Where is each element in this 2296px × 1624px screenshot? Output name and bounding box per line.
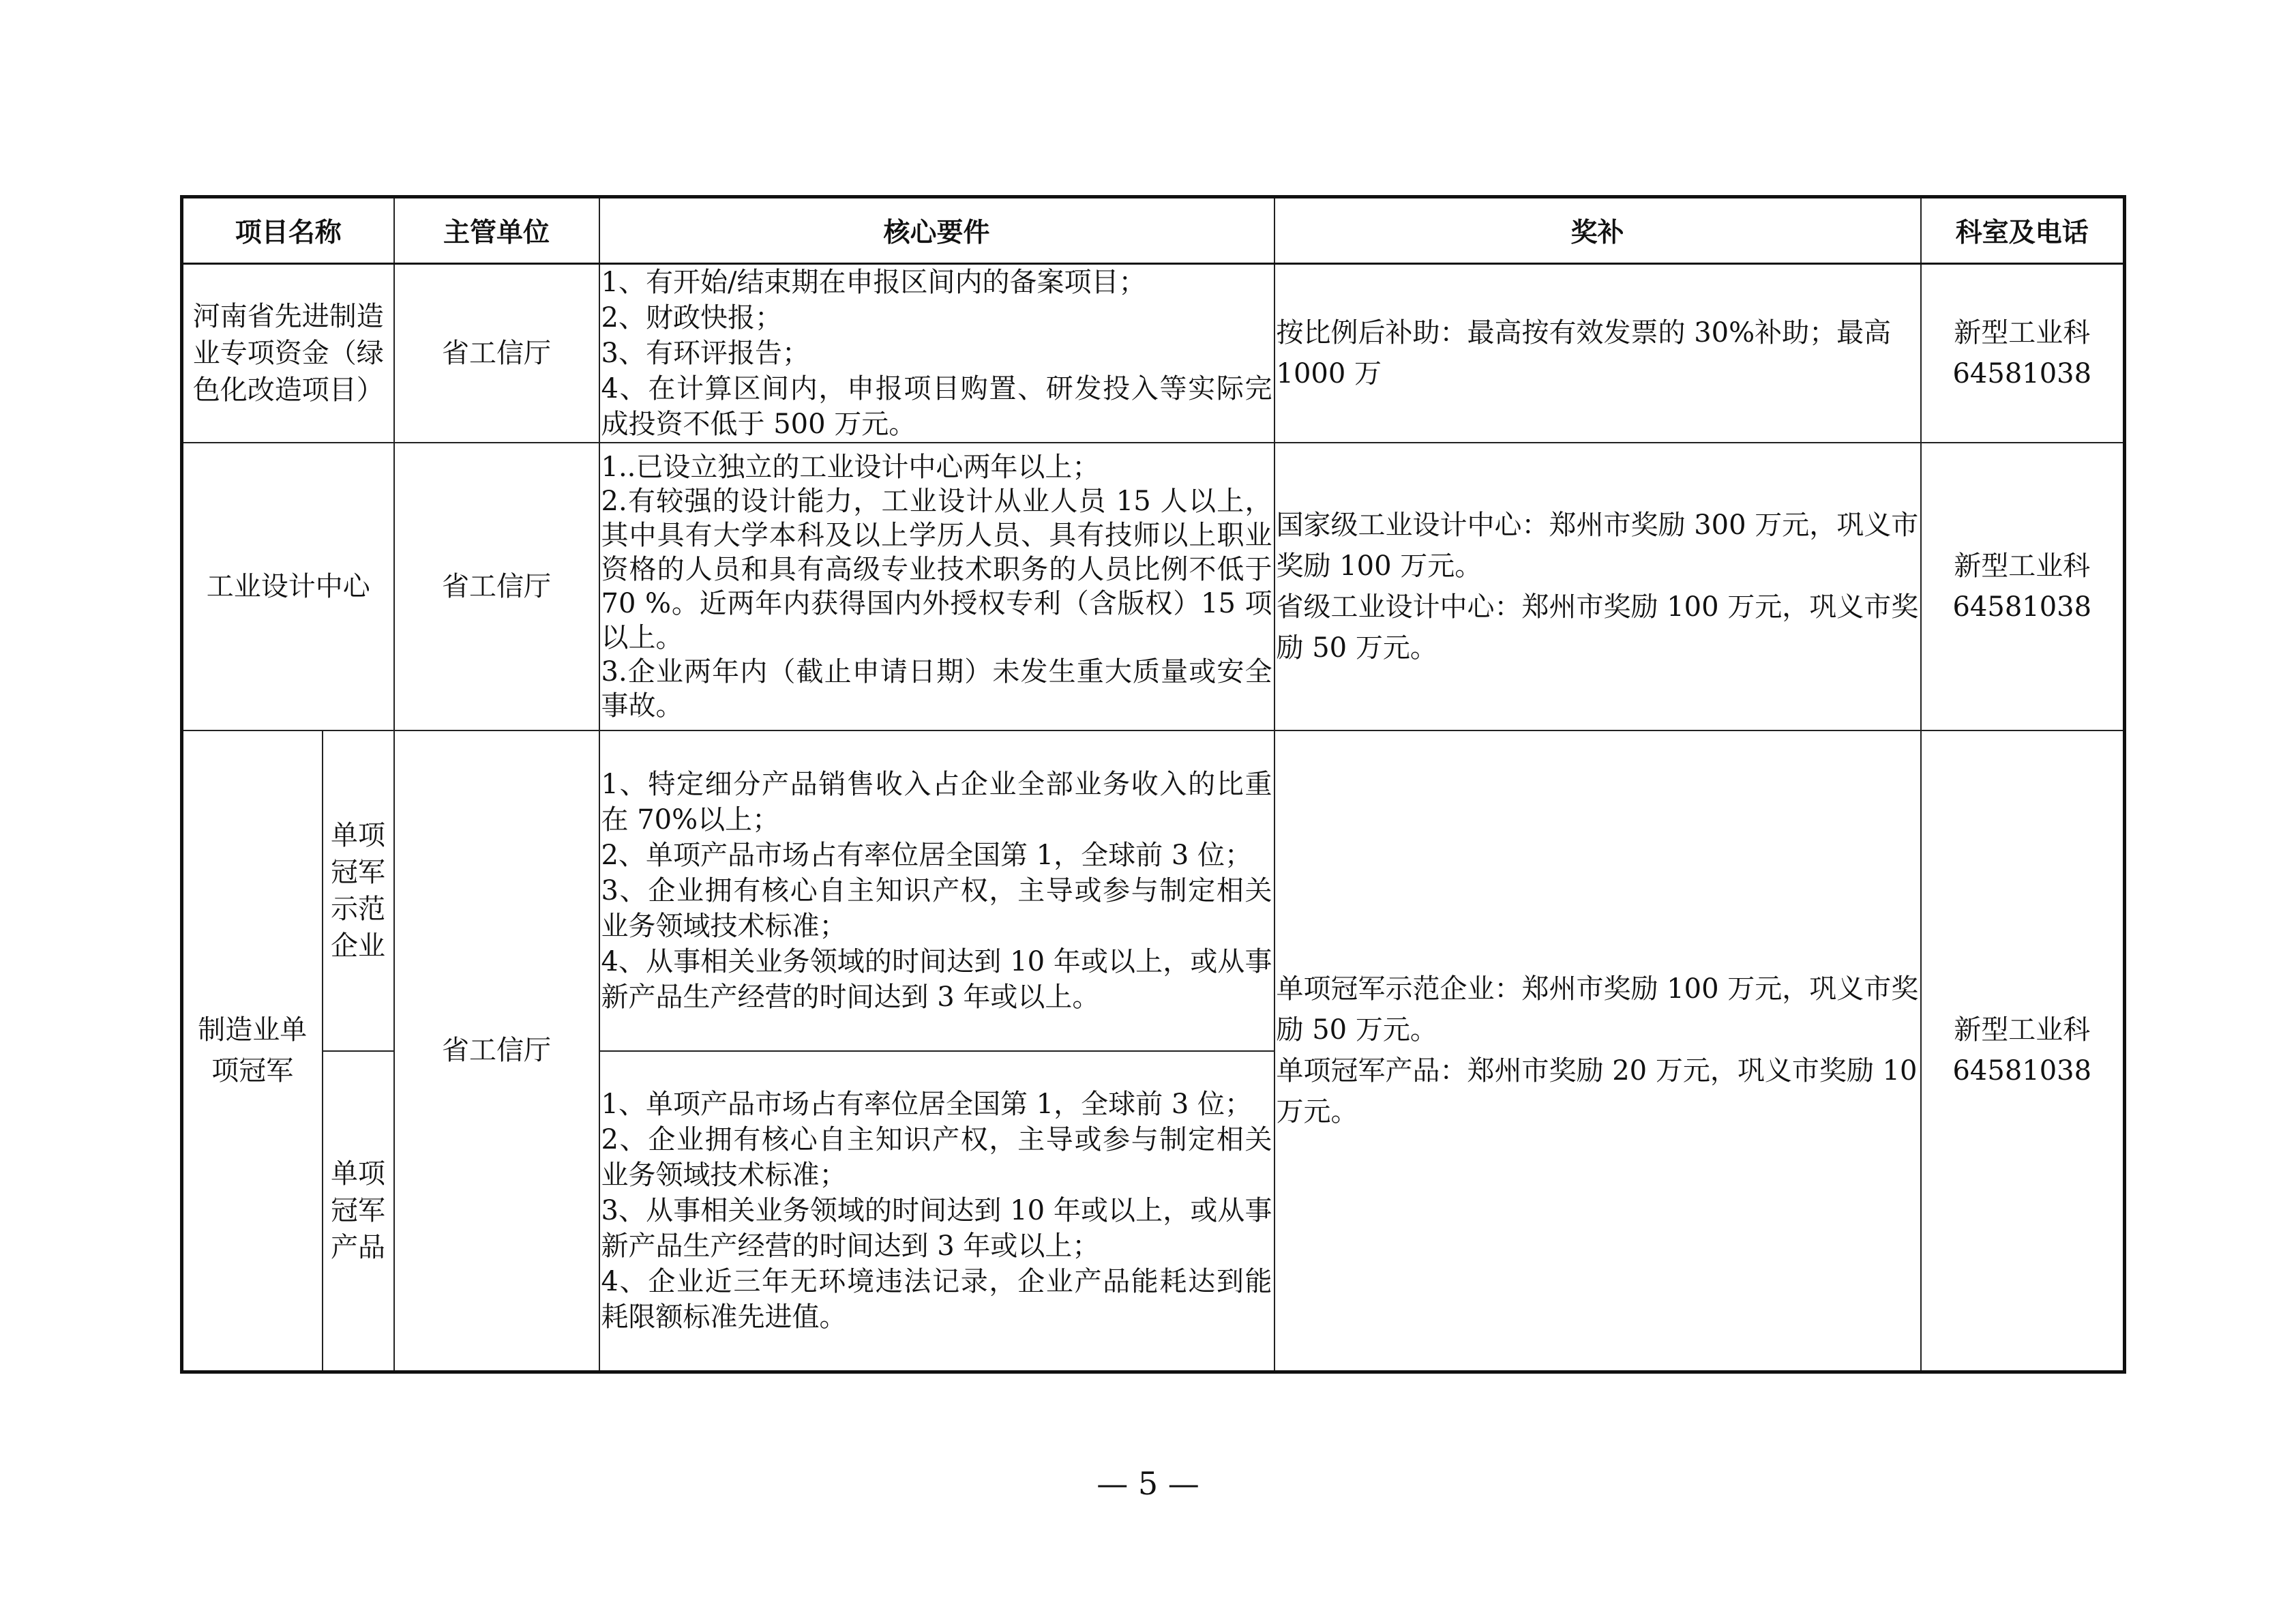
office-name: 新型工业科: [1954, 1014, 2091, 1046]
requirement-item: 3、企业拥有核心自主知识产权，主导或参与制定相关业务领域技术标准；: [601, 875, 1272, 942]
department: 省工信厅: [394, 730, 599, 1372]
requirement-item: 1、特定细分产品销售收入占企业全部业务收入的比重在 70%以上；: [601, 769, 1272, 836]
requirement-item: 4、从事相关业务领域的时间达到 10 年或以上，或从事新产品生产经营的时间达到 3 年或以上。: [601, 946, 1272, 1013]
reward-item: 单项冠军产品：郑州市奖励 20 万元，巩义市奖励 10 万元。: [1276, 1055, 1918, 1128]
reward: [1274, 443, 1921, 730]
policy-table: [180, 195, 2126, 1374]
requirements: [599, 264, 1274, 443]
reward: [1274, 264, 1921, 443]
requirement-item: 4、企业近三年无环境违法记录，企业产品能耗达到能耗限额标准先进值。: [601, 1266, 1272, 1333]
phone-number: 64581038: [1952, 1055, 2092, 1087]
sub-item-label: 单项冠军产品: [323, 1051, 394, 1372]
table-header-row: [182, 197, 2125, 264]
requirement-item: 2.有较强的设计能力，工业设计从业人员 15 人以上，其中具有大学本科及以上学历人员、具有技师以上职业资格的人员和具有高级专业技术职务的人员比例不低于 70 %。近两年内获得国内外授权专利（含版权）15 项以上。: [601, 486, 1272, 653]
requirement-item: 1..已设立独立的工业设计中心两年以上；: [601, 452, 1100, 483]
requirement-item: 4、在计算区间内，申报项目购置、研发投入等实际完成投资不低于 500 万元。: [601, 373, 1272, 440]
requirement-item: 1、单项产品市场占有率位居全国第 1，全球前 3 位；: [601, 1089, 1253, 1121]
requirements: [599, 730, 1274, 1051]
reward: [1274, 730, 1921, 1372]
requirement-item: 2、单项产品市场占有率位居全国第 1，全球前 3 位；: [601, 840, 1253, 871]
office-phone: [1921, 730, 2125, 1372]
header-reward: 奖补: [1274, 197, 1921, 264]
requirements: [599, 443, 1274, 730]
header-department: 主管单位: [394, 197, 599, 264]
office-name: 新型工业科: [1954, 317, 2091, 349]
office-name: 新型工业科: [1954, 550, 2091, 582]
reward-item: 按比例后补助：最高按有效发票的 30%补助；最高 1000 万: [1276, 317, 1892, 389]
department: 省工信厅: [394, 443, 599, 730]
office-phone: [1921, 443, 2125, 730]
phone-number: 64581038: [1952, 358, 2092, 389]
header-office-phone: 科室及电话: [1921, 197, 2125, 264]
department: 省工信厅: [394, 264, 599, 443]
table-row: [182, 264, 2125, 443]
requirements: [599, 1051, 1274, 1372]
sub-item-label: 单项冠军示范企业: [323, 730, 394, 1051]
requirement-item: 2、财政快报；: [601, 302, 782, 334]
requirement-item: 3、从事相关业务领域的时间达到 10 年或以上，或从事新产品生产经营的时间达到 3 年或以上；: [601, 1195, 1272, 1263]
reward-item: 国家级工业设计中心：郑州市奖励 300 万元，巩义市奖励 100 万元。: [1276, 510, 1919, 582]
project-name: 工业设计中心: [182, 443, 394, 730]
header-requirements: 核心要件: [599, 197, 1274, 264]
reward-item: 单项冠军示范企业：郑州市奖励 100 万元，巩义市奖励 50 万元。: [1276, 973, 1919, 1046]
project-name: 制造业单项冠军: [182, 730, 323, 1372]
requirement-item: 3.企业两年内（截止申请日期）未发生重大质量或安全事故。: [601, 656, 1272, 722]
requirement-item: 2、企业拥有核心自主知识产权，主导或参与制定相关业务领域技术标准；: [601, 1124, 1272, 1192]
table-row: [182, 443, 2125, 730]
table-row: [182, 730, 2125, 1051]
phone-number: 64581038: [1952, 591, 2092, 623]
office-phone: [1921, 264, 2125, 443]
reward-item: 省级工业设计中心：郑州市奖励 100 万元，巩义市奖励 50 万元。: [1276, 591, 1919, 664]
page-number: — 5 —: [1097, 1465, 1199, 1502]
requirement-item: 3、有环评报告；: [601, 338, 809, 369]
requirement-item: 1、有开始/结束期在申报区间内的备案项目；: [601, 267, 1146, 298]
header-project-name: 项目名称: [182, 197, 394, 264]
project-name: 河南省先进制造业专项资金（绿色化改造项目）: [182, 264, 394, 443]
